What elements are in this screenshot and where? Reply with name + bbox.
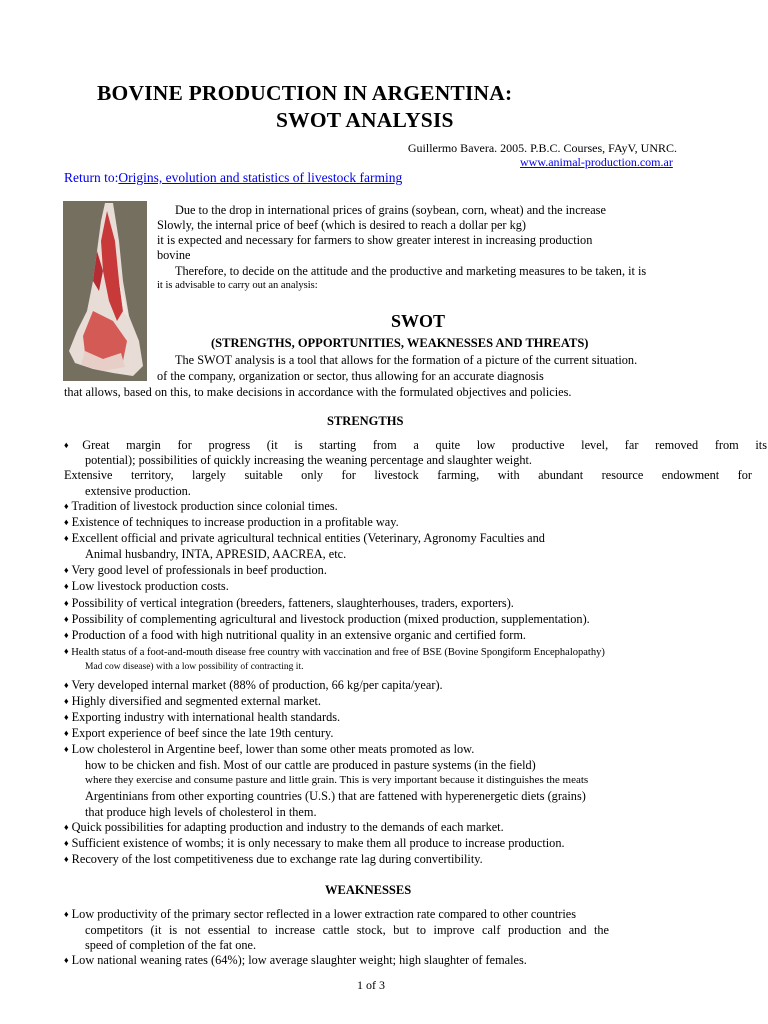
bullet-icon: ♦	[64, 581, 69, 591]
author-credit: Guillermo Bavera. 2005. P.B.C. Courses, FAyV, UNRC.	[407, 141, 677, 155]
bullet-icon: ♦	[64, 533, 69, 543]
strength-11: ♦ Health status of a foot-and-mouth disease free country with vaccination and free of BSE (Bovine Spongiform Encephalopathy)	[64, 646, 605, 658]
strength-17: ♦ Quick possibilities for adapting production and industry to the demands of each market.	[64, 820, 504, 834]
strength-1-cont: potential); possibilities of quickly increasing the weaning percentage and slaughter weight.	[85, 453, 532, 467]
intro-line-6: it is advisable to carry out an analysis:	[157, 280, 318, 291]
bullet-icon: ♦	[64, 838, 69, 848]
strength-16-cont-2: where they exercise and consume pasture and little grain. This is very important because it distinguishes the meats	[85, 774, 589, 786]
strength-5: ♦ Excellent official and private agricultural technical entities (Veterinary, Agronomy Faculties and	[64, 531, 545, 545]
swot-text-1: The SWOT analysis is a tool that allows for the formation of a picture of the current situation.	[175, 353, 638, 367]
swot-heading: SWOT	[391, 311, 446, 331]
bullet-icon: ♦	[64, 630, 69, 640]
swot-text-2: of the company, organization or sector, thus allowing for an accurate diagnosis	[157, 369, 544, 383]
strength-9: ♦ Possibility of complementing agricultural and livestock production (mixed production, supplementation).	[64, 612, 590, 626]
intro-line-4: bovine	[157, 248, 191, 262]
weakness-1: ♦ Low productivity of the primary sector reflected in a lower extraction rate compared to other countries	[64, 907, 576, 921]
bullet-icon: ♦	[64, 614, 69, 624]
strength-6: ♦ Very good level of professionals in beef production.	[64, 563, 327, 577]
weakness-1-cont-2: speed of completion of the fat one.	[85, 938, 257, 952]
strength-19: ♦ Recovery of the lost competitiveness due to exchange rate lag during convertibility.	[64, 852, 483, 866]
bullet-icon: ♦	[64, 501, 69, 511]
page-number: 1 of 3	[357, 978, 385, 992]
return-prefix: Return to:	[64, 170, 119, 185]
title-line-2: SWOT ANALYSIS	[276, 108, 454, 132]
strength-4: ♦ Existence of techniques to increase production in a profitable way.	[64, 515, 399, 529]
bullet-icon: ♦	[64, 440, 83, 450]
intro-line-3: it is expected and necessary for farmers to show greater interest in increasing production	[157, 233, 593, 247]
bullet-icon: ♦	[64, 909, 69, 919]
bullet-icon: ♦	[64, 598, 69, 608]
beef-carcass-image	[63, 201, 147, 381]
strength-16-cont-3: Argentinians from other exporting countries (U.S.) that are fattened with hyperenergetic diets (grains)	[85, 789, 586, 803]
strength-16-cont-1: how to be chicken and fish. Most of our cattle are produced in pasture systems (in the field)	[85, 758, 536, 772]
bullet-icon: ♦	[64, 517, 69, 527]
intro-line-5: Therefore, to decide on the attitude and the productive and marketing measures to be taken, it is	[175, 264, 647, 278]
strength-13: ♦ Highly diversified and segmented external market.	[64, 694, 321, 708]
bullet-icon: ♦	[64, 680, 69, 690]
intro-line-2: Slowly, the internal price of beef (which is desired to reach a dollar per kg)	[157, 218, 526, 232]
bullet-icon: ♦	[64, 712, 69, 722]
return-link[interactable]: Origins, evolution and statistics of livestock farming	[118, 170, 403, 185]
strength-18: ♦ Sufficient existence of wombs; it is only necessary to make them all produce to increase production.	[64, 836, 565, 850]
strength-7: ♦ Low livestock production costs.	[64, 579, 229, 593]
strength-11-cont: Mad cow disease) with a low possibility of contracting it.	[85, 662, 304, 672]
strength-1: ♦Great margin for progress (it is starting from a quite low productive level, far removed from its	[64, 438, 768, 452]
strength-14: ♦ Exporting industry with international health standards.	[64, 710, 341, 724]
weakness-2: ♦ Low national weaning rates (64%); low average slaughter weight; high slaughter of females.	[64, 953, 527, 967]
intro-line-1: Due to the drop in international prices of grains (soybean, corn, wheat) and the increase	[175, 203, 606, 217]
strength-12: ♦ Very developed internal market (88% of production, 66 kg/per capita/year).	[64, 678, 443, 692]
bullet-icon: ♦	[64, 822, 69, 832]
weakness-1-cont-1: competitors (it is not essential to increase cattle stock, but to improve calf production and the	[85, 923, 609, 937]
weaknesses-heading: WEAKNESSES	[325, 883, 412, 897]
swot-text-3: that allows, based on this, to make decisions in accordance with the formulated objectives and policies.	[64, 385, 572, 399]
strength-10: ♦ Production of a food with high nutritional quality in an extensive organic and certified form.	[64, 628, 526, 642]
strengths-heading: STRENGTHS	[327, 414, 404, 428]
bullet-icon: ♦	[64, 728, 69, 738]
strength-15: ♦ Export experience of beef since the late 19th century.	[64, 726, 334, 740]
title-line-1: BOVINE PRODUCTION IN ARGENTINA:	[97, 81, 513, 105]
bullet-icon: ♦	[64, 565, 69, 575]
strength-2: Extensive territory, largely suitable only for livestock farming, with abundant resource endowment for	[64, 468, 752, 482]
bullet-icon: ♦	[64, 955, 69, 965]
strength-16-cont-4: that produce high levels of cholesterol in them.	[85, 805, 317, 819]
bullet-icon: ♦	[64, 646, 69, 656]
strength-8: ♦ Possibility of vertical integration (breeders, fatteners, slaughterhouses, traders, exporters).	[64, 596, 514, 610]
bullet-icon: ♦	[64, 696, 69, 706]
strength-5-cont: Animal husbandry, INTA, APRESID, AACREA, etc.	[85, 547, 347, 561]
bullet-icon: ♦	[64, 744, 69, 754]
swot-subheading: (STRENGTHS, OPPORTUNITIES, WEAKNESSES AND THREATS)	[211, 336, 589, 350]
return-line	[64, 170, 402, 186]
strength-2-cont: extensive production.	[85, 484, 191, 498]
website-link[interactable]: www.animal-production.com.ar	[520, 155, 673, 169]
strength-3: ♦ Tradition of livestock production since colonial times.	[64, 499, 338, 513]
bullet-icon: ♦	[64, 854, 69, 864]
strength-16: ♦ Low cholesterol in Argentine beef, lower than some other meats promoted as low.	[64, 742, 475, 756]
